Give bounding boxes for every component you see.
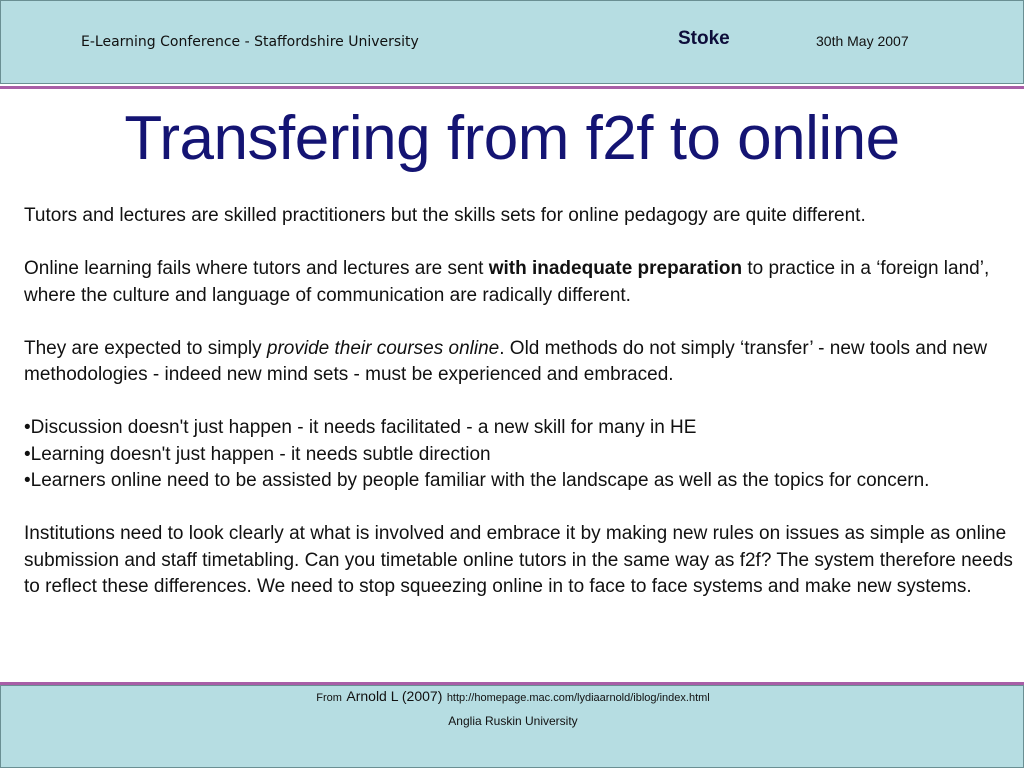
header-divider (0, 86, 1024, 89)
slide-body (24, 203, 1014, 601)
bullet-item: •Learning doesn't just happen - it needs subtle direction (24, 443, 491, 465)
paragraph-3-end: . Old methods do not simply ‘transfer’ - new tools and new methodologies - indeed new mind sets - must be experienced and embraced. (24, 337, 988, 385)
paragraph-spacer (24, 495, 1014, 522)
paragraph-spacer (24, 389, 1014, 416)
conference-city: Stoke (678, 28, 730, 49)
citation-author: Arnold L (2007) (346, 688, 443, 704)
bullet-item: •Discussion doesn't just happen - it needs facilitated - a new skill for many in HE (24, 417, 697, 438)
citation-url[interactable]: http://homepage.mac.com/lydiaarnold/iblog/index.html (446, 692, 710, 704)
slide-title: Transfering from f2f to online (124, 104, 900, 173)
institution-name: Anglia Ruskin University (448, 714, 578, 728)
bullet-item: •Learners online need to be assisted by people familiar with the landscape as well as the topics for concern. (24, 470, 930, 491)
paragraph-2-end: to practice in a ‘foreign land’, where the culture and language of communication are radically different. (24, 258, 990, 306)
paragraph-spacer (24, 309, 1014, 336)
conference-date: 30th May 2007 (816, 33, 909, 49)
paragraph-1: Tutors and lectures are skilled practitioners but the skills sets for online pedagogy are quite different. (24, 205, 866, 226)
paragraph-3 (24, 336, 1014, 389)
footer-bar (0, 685, 1024, 768)
paragraph-3-start: They are expected to simply (24, 337, 267, 359)
paragraph-2-start: Online learning fails where tutors and lectures are sent (24, 258, 489, 279)
paragraph-2-emphasis: with inadequate preparation (488, 258, 743, 279)
header-bar (0, 0, 1024, 84)
paragraph-4: Institutions need to look clearly at what is involved and embrace it by making new rules on issues as simple as online submission and staff timetabling. Can you timetable online tutors in the same way as f2f? The system therefore needs to reflect these differences. We need to stop squeezing online in to face to face systems and make new systems. (24, 523, 1013, 597)
source-citation (1, 688, 1024, 706)
citation-from: From (316, 692, 342, 704)
paragraph-2 (24, 256, 1014, 309)
paragraph-3-emphasis: provide their courses online (266, 337, 500, 359)
paragraph-spacer (24, 230, 1014, 257)
conference-name: E-Learning Conference - Staffordshire University (81, 34, 419, 50)
